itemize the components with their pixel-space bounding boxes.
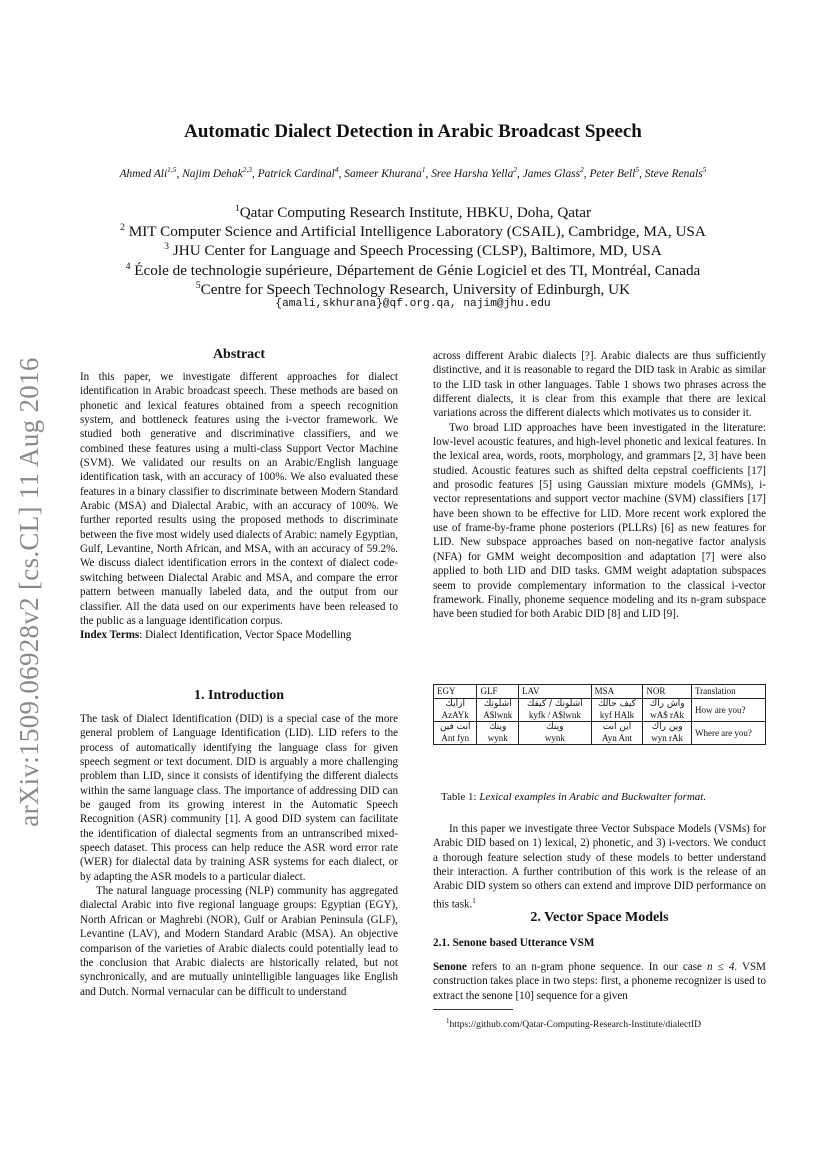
buckwalter-text: wynk — [544, 733, 565, 743]
author-affiliation-marker: 4 — [334, 165, 339, 174]
footnote-marker: 1 — [472, 896, 476, 905]
abstract-text: In this paper, we investigate different approaches for dialect identification in Arabic broadcast speech. These methods are based on phonetic and lexical features obtained from a speech recognition system, and bottleneck features using the i-vector framework. We studied both generative and discriminative classifiers, and we combined these features using a multi-class Support Vector Machine (SVM). We validated our results on an Arabic/English language identification task, with an accuracy of 100%. We also evaluated these features in a binary classifier to discriminate between Modern Standard Arabic (MSA) and Dialectal Arabic, with an accuracy of 100%. We further reported results using the proposed methods to discriminate between the five most widely used dialects of Arabic: namely Egyptian, Gulf, Levantine, North African, and MSA, with an accuracy of 59.2%. We discuss dialect identification errors in the context of dialect code-switching between Dialectal Arabic and MSA, and compare the error pattern between manually labeled data, and the output from our classifier. All the data used on our experiments have been released to the public as a language identification corpus. — [80, 371, 398, 627]
table-header-cell: LAV — [519, 685, 591, 699]
senone-term: Senone — [433, 961, 467, 973]
intro-paragraph-3: across different Arabic dialects [?]. Arabic dialects are thus sufficiently distinctive, and it is reasonable to regard the DID task in Arabic as similar to the LID task in other languages. Table 1 shows two phrases across the different dialects, it is clear from this example that there are lexical variations across the different dialects which motivates us to consider it. — [433, 350, 766, 420]
affiliation-number: 4 — [125, 262, 131, 272]
table-header-cell: NOR — [643, 685, 692, 699]
abstract-body — [80, 370, 398, 643]
intro-paragraph-1: The task of Dialect Identification (DID) is a special case of the more general problem of Language Identification (LID). LID refers to the process of automatically identifying the language class for given speech segment or text document. DID is arguably a more challenging problem than LID, since it consists of identifying the different dialects within the same language class. The importance of addressing DID can be gauged from its growing interest in the Automatic Speech Recognition (ASR) community [1]. A good DID system can facilitate the identification of dialectal segments from an untranscribed mixed-speech dataset. This process can help reduce the ASR word error rate (WER) for dialectal data by training ASR systems for each dialect, or by adapting the ASR models to a particular dialect. — [80, 713, 398, 883]
arabic-text: وين راك — [651, 722, 683, 732]
arabic-text: اشلونك — [483, 699, 512, 709]
affiliation-number: 3 — [164, 242, 170, 252]
senone-paragraph — [433, 960, 766, 1003]
table-cell — [434, 699, 477, 722]
abstract-heading: Abstract — [212, 347, 266, 362]
intro-paragraph-5-text: In this paper we investigate three Vector Subspace Models (VSMs) for Arabic DID based on 1) lexical, 2) phonetic, and 3) i-vectors. We conduct a thorough feature selection study of these models to better understand their interaction. A further contribution of this work is the release of an Arabic DID system so others can extend and improve DID performance on this task. — [433, 823, 766, 911]
index-terms — [80, 628, 398, 642]
buckwalter-text: A$lwnk — [483, 710, 513, 720]
author-affiliation-marker: 5 — [635, 165, 640, 174]
section-heading-vector-space-models: 2. Vector Space Models — [530, 910, 669, 925]
affiliation-text: Qatar Computing Research Institute, HBKU, Doha, Qatar — [239, 204, 592, 222]
table-header-cell: Translation — [691, 685, 765, 699]
subsection-heading-senone: 2.1. Senone based Utterance VSM — [433, 937, 595, 949]
author-affiliation-marker: 1 — [421, 165, 426, 174]
table-cell — [519, 699, 591, 722]
intro-paragraph-2: The natural language processing (NLP) community has aggregated dialectal Arabic into five regional language groups: Egyptian (EGY), North African or Maghrebi (NOR), Gulf or Arabian Peninsula (GLF), Levantine (LAV), and Modern Standard Arabic (MSA). An objective comparison of the varieties of Arabic dialects could potentially lead to the conclusion that Arabic dialects are historically related, but not synchronically, and are mutually unintelligible languages like English and Dutch. Normal vernacular can be difficult to understand — [80, 885, 398, 998]
translation-cell: How are you? — [691, 699, 765, 722]
author-affiliation-marker: 2 — [513, 165, 518, 174]
arxiv-stamp: arXiv:1509.06928v2 [cs.CL] 11 Aug 2016 — [14, 357, 44, 827]
author-name: Patrick Cardinal — [257, 167, 335, 180]
table-cell — [477, 699, 519, 722]
author-affiliation-marker: 1,5 — [167, 165, 177, 174]
footnote — [446, 1017, 701, 1030]
author-name: Ahmed Ali — [119, 167, 168, 180]
author-affiliation-marker: 2,3 — [242, 165, 253, 174]
affiliation-3 — [80, 238, 746, 260]
table-caption — [441, 791, 706, 803]
section-heading-introduction: 1. Introduction — [194, 688, 284, 703]
author-list: Ahmed Ali$^{1,5}$, Najim Dehak$^{2,3}$, Patrick Cardinal$^4$, Sameer Khurana$^1$, Sree Harsha Yella$^2$, James Glass$^2$, Peter Bell$^5$, Steve Renals$^5$ — [119, 165, 707, 180]
arabic-text: اين انت — [602, 722, 632, 732]
intro-continued — [433, 349, 766, 622]
buckwalter-text: wA$ rAk — [650, 710, 685, 720]
table-cell — [519, 722, 591, 745]
arabic-text: واش راك — [649, 699, 685, 709]
arabic-text: وينك — [489, 722, 507, 732]
affiliation-number: 1 — [234, 204, 240, 214]
table-row — [434, 722, 766, 745]
senone-text — [433, 960, 766, 1003]
index-terms-label: Index Terms — [80, 629, 140, 642]
affiliation-text: JHU Center for Language and Speech Processing (CLSP), Baltimore, MD, USA — [169, 242, 662, 260]
author-affiliation-marker: 2 — [580, 165, 584, 174]
author-emails: {amali,skhurana}@qf.org.qa, najim@jhu.edu — [275, 298, 551, 310]
arabic-text: ازايك — [445, 699, 465, 709]
footnote-number: 1 — [446, 1017, 450, 1025]
table-header-row — [434, 685, 766, 699]
author-name: Sree Harsha Yella — [431, 167, 514, 180]
intro-paragraph-4: Two broad LID approaches have been investigated in the literature: low-level acoustic features, and high-level phonetic and lexical features. In the lexical area, words, roots, morphology, and grammars [2, 3] have been studied. Acoustic features such as shifted delta cepstral coefficients [17] and prosodic features [5] using Gaussian mixture models (GMMs), i-vector representations and support vector machine (SVM) classifiers [17] have been shown to be effective for LID. More recent work explored the use of frame-by-frame phone posteriors (PLLRs) [6] as new features for LID. New subspace approaches based on non-negative factor analysis (NFA) for GMM weight decomposition and adaptation [7] were also applied to both LID and DID tasks. GMM weight adaptation subspaces seem to provide complementary information to the classical i-vector framework. Finally, phoneme sequence modeling and its n-gram subspace have been studied for both Arabic DID [8] and LID [9]. — [433, 421, 766, 621]
affiliation-text: MIT Computer Science and Artificial Intelligence Laboratory (CSAIL), Cambridge, MA, USA — [124, 223, 706, 241]
index-terms-text: : Dialect Identification, Vector Space Modelling — [139, 629, 352, 642]
table-cell — [591, 722, 643, 745]
senone-text-part-2: . VSM construction takes place in two steps: first, a phoneme recognizer is used to extract the senone [10] sequence for a given — [433, 961, 766, 1002]
affiliation-text: Centre for Speech Technology Research, University of Edinburgh, UK — [200, 281, 631, 299]
buckwalter-text: kyfk / A$lwnk — [528, 710, 581, 720]
table-header-cell: MSA — [591, 685, 643, 699]
paper-title: Automatic Dialect Detection in Arabic Broadcast Speech — [184, 121, 642, 142]
table-header-cell: GLF — [477, 685, 519, 699]
arabic-text: اشلونك / كيفك — [527, 699, 583, 709]
author-name: Peter Bell — [589, 167, 636, 180]
buckwalter-text: wynk — [487, 733, 508, 743]
author-name: Steve Renals — [644, 167, 703, 180]
table-cell — [643, 722, 692, 745]
affiliation-text: École de technologie supérieure, Département de Génie Logiciel et des TI, Montréal, Canada — [130, 262, 701, 280]
affiliation-5 — [80, 277, 746, 299]
author-affiliation-marker: 5 — [702, 165, 707, 174]
table-header-cell: EGY — [434, 685, 477, 699]
table-caption-text: Lexical examples in Arabic and Buckwalter format. — [479, 791, 707, 803]
table-row — [434, 699, 766, 722]
intro-final-paragraph — [433, 822, 766, 912]
footnote-url: https://github.com/Qatar-Computing-Research-Institute/dialectID — [449, 1019, 702, 1031]
arabic-text: كيف حالك — [598, 699, 636, 709]
intro-paragraph-5 — [433, 822, 766, 912]
author-name: James Glass — [522, 167, 581, 180]
footnote-rule — [433, 1009, 513, 1010]
affiliation-number: 2 — [120, 223, 125, 233]
buckwalter-text: Ant fyn — [441, 733, 470, 743]
arabic-text: انت فين — [439, 722, 471, 732]
table-cell — [643, 699, 692, 722]
author-name: Sameer Khurana — [344, 167, 422, 180]
buckwalter-text: Ayn Ant — [602, 733, 632, 743]
author-name: Najim Dehak — [182, 167, 243, 180]
lexical-table — [433, 684, 766, 745]
arabic-text: وينك — [546, 722, 564, 732]
intro-body — [80, 712, 398, 999]
table-cell — [477, 722, 519, 745]
buckwalter-text: AzAYk — [441, 710, 469, 720]
senone-math: n ≤ 4 — [707, 961, 735, 973]
buckwalter-text: kyf HAlk — [599, 710, 635, 720]
table-cell — [591, 699, 643, 722]
buckwalter-text: wyn rAk — [651, 733, 684, 743]
table-cell — [434, 722, 477, 745]
table-caption-label: Table 1: — [441, 791, 480, 803]
affiliation-number: 5 — [195, 281, 201, 291]
senone-text-part-1: refers to an n-gram phone sequence. In our case — [466, 961, 708, 973]
translation-cell: Where are you? — [691, 722, 765, 745]
